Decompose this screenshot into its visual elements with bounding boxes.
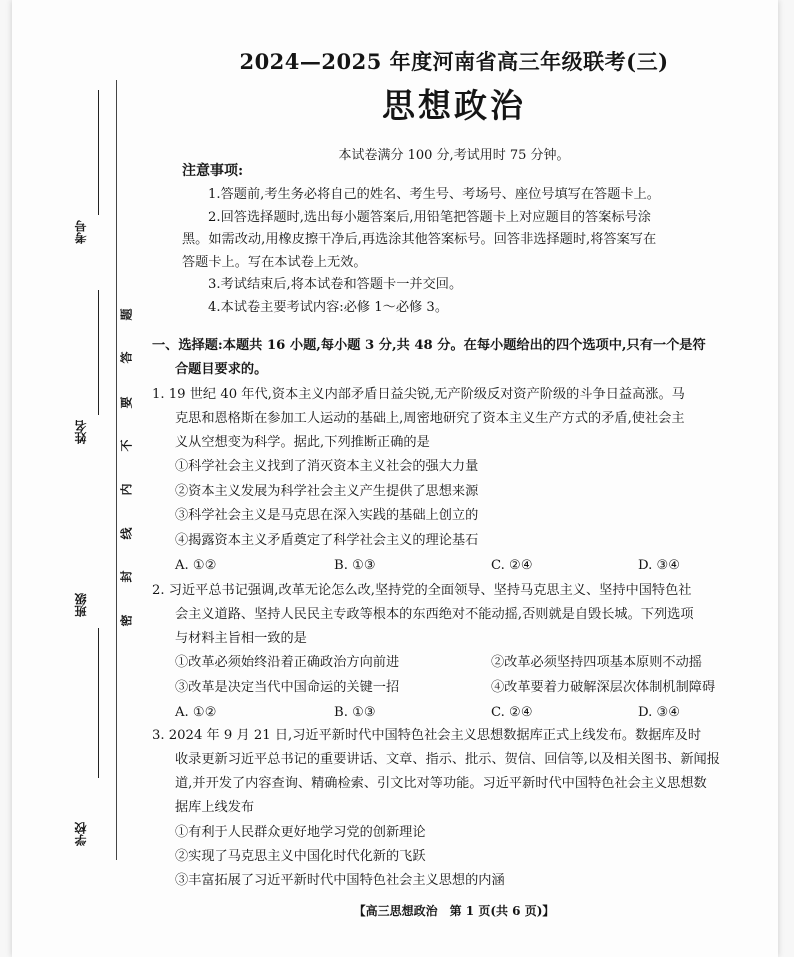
question-1-choice-d[interactable]: D. ③④: [638, 558, 681, 573]
question-3-item: ①有利于人民群众更好地学习党的创新理论: [175, 825, 426, 840]
question-2-item: ③改革是决定当代中国命运的关键一招: [175, 680, 400, 695]
notice-line: 1.答题前,考生务必将自己的姓名、考生号、考场号、座位号填写在答题卡上。: [208, 187, 660, 202]
field-label-exam-number: 考号: [74, 220, 88, 244]
notice-line: 4.本试卷主要考试内容:必修 1～必修 3。: [208, 300, 449, 315]
seal-char: 内: [119, 483, 134, 496]
question-3-stem: 道,并开发了内容查询、精确检索、引文比对等功能。习近平新时代中国特色社会主义思想数: [175, 776, 707, 791]
class-blank[interactable]: [98, 628, 99, 778]
section-heading-cont: 合题目要求的。: [175, 362, 268, 377]
question-3-stem: 收录更新习近平总书记的重要讲话、文章、指示、批示、贺信、回信等,以及相关图书、新闻报: [175, 752, 720, 767]
question-2-choice-c[interactable]: C. ②④: [491, 705, 533, 720]
question-3-stem: 3. 2024 年 9 月 21 日,习近平新时代中国特色社会主义思想数据库正式上线发布。数据库及时: [152, 728, 702, 743]
question-2-choice-b[interactable]: B. ①③: [334, 705, 376, 720]
field-label-school: 学校: [74, 822, 88, 846]
name-blank[interactable]: [98, 290, 99, 415]
question-3-item: ③丰富拓展了习近平新时代中国特色社会主义思想的内涵: [175, 873, 505, 888]
exam-number-blank[interactable]: [98, 90, 99, 215]
question-1-item: ④揭露资本主义矛盾奠定了科学社会主义的理论基石: [175, 533, 479, 548]
seal-char: 不: [119, 439, 134, 452]
question-2-stem: 2. 习近平总书记强调,改革无论怎么改,坚持党的全面领导、坚持马克思主义、坚持中国特色社: [152, 583, 692, 598]
question-3-item: ②实现了马克思主义中国化时代化新的飞跃: [175, 849, 426, 864]
question-1-stem: 克思和恩格斯在参加工人运动的基础上,周密地研究了资本主义生产方式的矛盾,使社会主: [175, 411, 685, 426]
notice-line: 3.考试结束后,将本试卷和答题卡一并交回。: [208, 277, 463, 292]
question-1-item: ①科学社会主义找到了消灭资本主义社会的强大力量: [175, 459, 479, 474]
seal-char: 题: [119, 308, 134, 321]
seal-char: 要: [119, 396, 134, 409]
question-1-stem: 义从空想变为科学。据此,下列推断正确的是: [175, 435, 430, 450]
binding-line: [116, 80, 117, 860]
question-2-stem: 会主义道路、坚持人民民主专政等根本的东西绝对不能动摇,否则就是自毁长城。下列选项: [175, 607, 694, 622]
question-2-choice-d[interactable]: D. ③④: [638, 705, 681, 720]
question-3-stem: 据库上线发布: [175, 800, 255, 815]
field-label-name: 姓名: [74, 420, 88, 444]
seal-char: 线: [119, 527, 134, 540]
question-1-item: ②资本主义发展为科学社会主义产生提供了思想来源: [175, 484, 479, 499]
question-1-choice-a[interactable]: A. ①②: [175, 558, 217, 573]
field-label-class: 班级: [74, 593, 88, 617]
section-heading: 一、选择题:本题共 16 小题,每小题 3 分,共 48 分。在每小题给出的四个选项中,只有一个是符: [152, 338, 706, 353]
exam-page: [12, 0, 778, 957]
seal-char: 密: [119, 614, 134, 627]
seal-char: 答: [119, 351, 134, 364]
notice-line: 黑。如需改动,用橡皮擦干净后,再选涂其他答案标号。回答非选择题时,将答案写在: [182, 232, 657, 247]
question-2-stem: 与材料主旨相一致的是: [175, 631, 307, 646]
question-1-item: ③科学社会主义是马克思在深入实践的基础上创立的: [175, 508, 479, 523]
question-1-choice-c[interactable]: C. ②④: [491, 558, 533, 573]
notice-line: 2.回答选择题时,选出每小题答案后,用铅笔把答题卡上对应题目的答案标号涂: [208, 210, 651, 225]
seal-char: 封: [119, 570, 134, 583]
exam-title: 2024—2025 年度河南省高三年级联考(三): [239, 49, 669, 74]
question-2-item: ④改革要着力破解深层次体制机制障碍: [491, 680, 716, 695]
notice-heading: 注意事项:: [182, 163, 244, 179]
notice-line: 答题卡上。写在本试卷上无效。: [182, 255, 367, 270]
subject-title: 思想政治: [382, 86, 526, 125]
question-1-choice-b[interactable]: B. ①③: [334, 558, 376, 573]
question-2-item: ②改革必须坚持四项基本原则不动摇: [491, 655, 702, 670]
question-2-choice-a[interactable]: A. ①②: [175, 705, 217, 720]
question-1-stem: 1. 19 世纪 40 年代,资本主义内部矛盾日益尖锐,无产阶级反对资产阶级的斗争日益高涨。马: [152, 387, 685, 402]
score-info: 本试卷满分 100 分,考试用时 75 分钟。: [338, 148, 570, 163]
question-2-item: ①改革必须始终沿着正确政治方向前进: [175, 655, 400, 670]
page-footer: 【高三思想政治 第 1 页(共 6 页)】: [353, 904, 555, 918]
